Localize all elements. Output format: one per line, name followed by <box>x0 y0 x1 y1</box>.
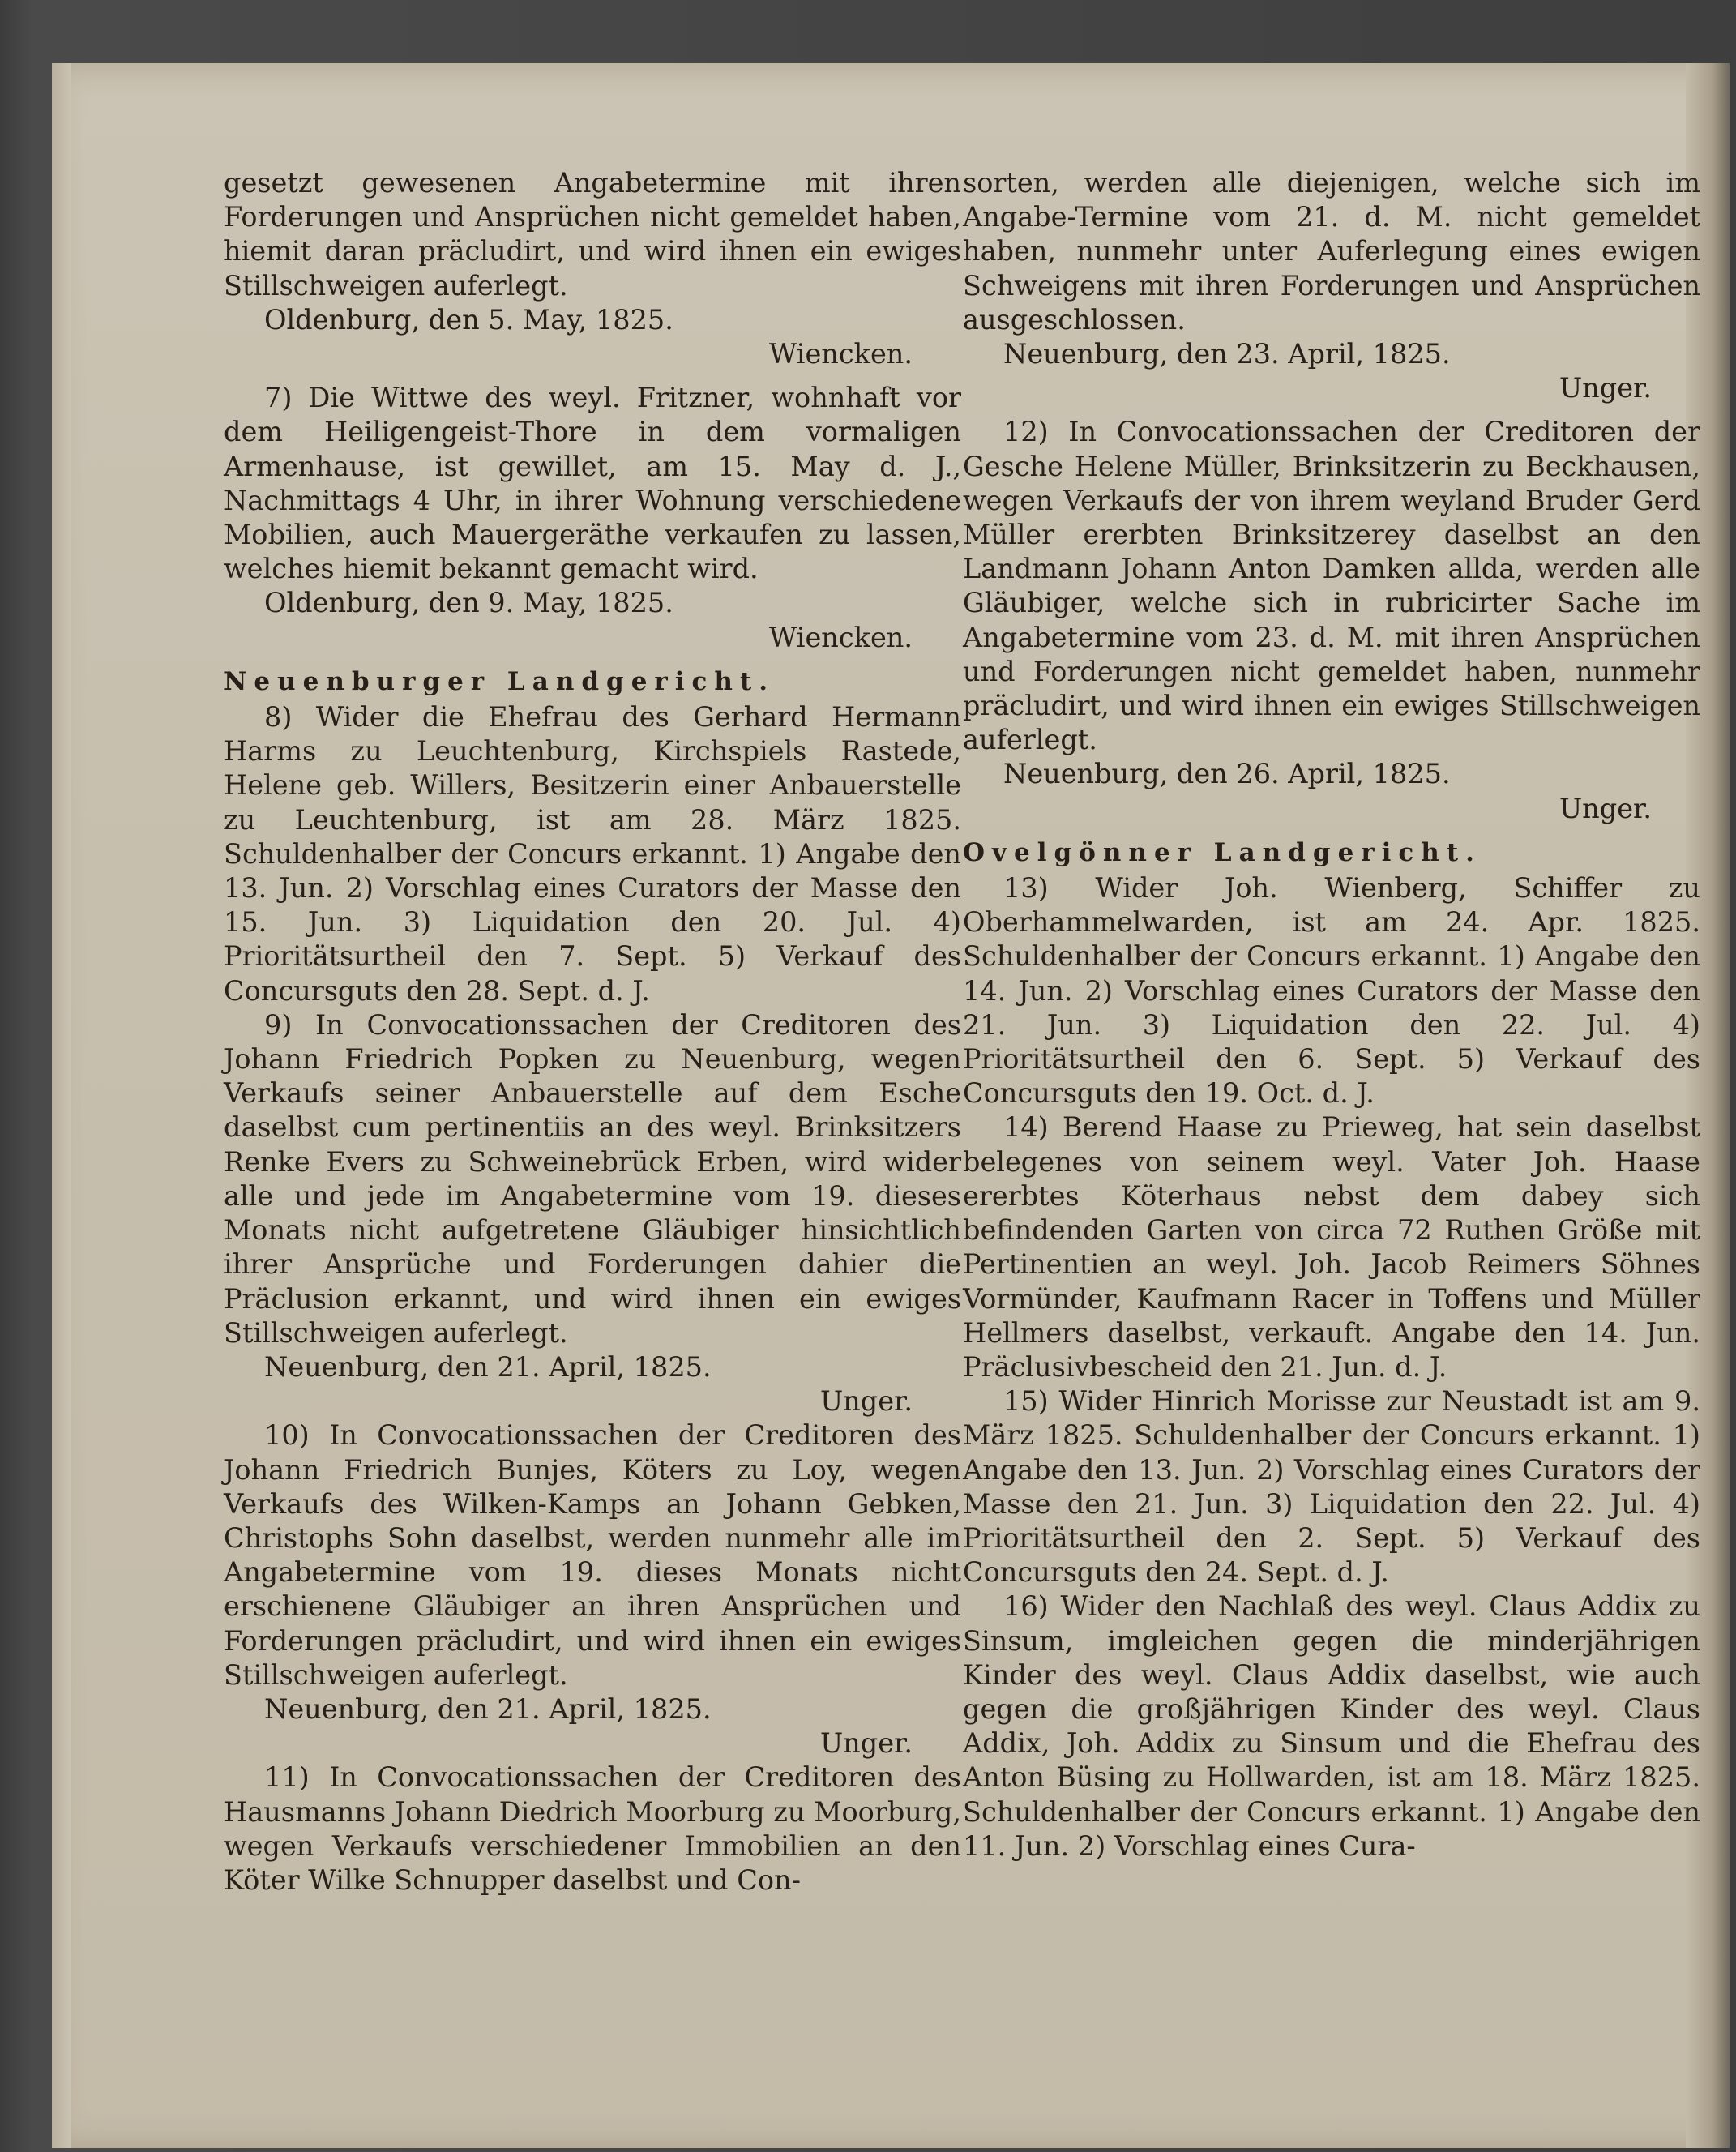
notice-11-place-date: Neuenburg, den 23. April, 1825. <box>1003 338 1451 370</box>
notice-7: 7) Die Wittwe des weyl. Fritzner, wohnhaft vor dem Heiligengeist-Thore in dem vormaligen Armenhause, ist gewillet, am 15. May d. J., Nachmittags 4 Uhr, in ihrer Wohnung verschiedene Mobilien, auch Mauergeräthe verkaufen zu lassen, welches hiemit bekannt gemacht wird. <box>224 382 961 585</box>
notice-11-signature: Unger. <box>1559 372 1652 404</box>
notice-15: 15) Wider Hinrich Morisse zur Neustadt ist am 9. März 1825. Schuldenhalber der Concurs erkannt. 1) Angabe den 13. Jun. 2) Vorschlag eines Curators der Masse den 21. Jun. 3) Liquidation den 22. Jul. 4) Prioritätsurtheil den 2. Sept. 5) Verkauf des Concursguts den 24. Sept. d. J. <box>963 1385 1700 1589</box>
notice-10: 10) In Convocationssachen der Creditoren des Johann Friedrich Bunjes, Köters zu Loy, wegen Verkaufs des Wilken-Kamps an Johann Gebken, Christophs Sohn daselbst, werden nunmehr alle im Angabetermine vom 19. dieses Monats nicht erschienene Gläubiger an ihren Ansprüchen und Forderungen präcludirt, und wird ihnen ein ewiges Stillschweigen auferlegt. <box>224 1419 961 1691</box>
notice-7-place-date: Oldenburg, den 9. May, 1825. <box>264 587 673 619</box>
notice-place-date: Oldenburg, den 5. May, 1825. <box>264 303 673 336</box>
notice-16: 16) Wider den Nachlaß des weyl. Claus Addix zu Sinsum, imgleichen gegen die minderjährigen Kinder des weyl. Claus Addix daselbst, wie auch gegen die großjährigen Kinder des weyl. Claus Addix, Joh. Addix zu Sinsum und die Ehefrau des Anton Büsing zu Hollwarden, ist am 18. März 1825. Schuldenhalber der Concurs erkannt. 1) Angabe den 11. Jun. 2) Vorschlag eines Cura- <box>963 1590 1700 1862</box>
left-column <box>224 166 961 1897</box>
notice-12: 12) In Convocationssachen der Creditoren der Gesche Helene Müller, Brinksitzerin zu Beckhausen, wegen Verkaufs der von ihrem weyland Bruder Gerd Müller ererbten Brinksitzerey daselbst an den Landmann Johann Anton Damken allda, werden alle Gläubiger, welche sich in rubricirter Sache im Angabetermine vom 23. d. M. mit ihren Ansprüchen und Forderungen nicht gemeldet haben, nunmehr präcludirt, und wird ihnen ein ewiges Stillschweigen auferlegt. <box>963 416 1700 756</box>
section-heading-ovelgoenne: Ovelgönner Landgericht. <box>963 837 1482 867</box>
right-column <box>963 166 1700 1863</box>
notice-9-place-date: Neuenburg, den 21. April, 1825. <box>264 1350 712 1383</box>
notice-11: 11) In Convocationssachen der Creditoren des Hausmanns Johann Diedrich Moorburg zu Moorburg, wegen Verkaufs verschiedener Immobilien an den Köter Wilke Schnupper daselbst und Con- <box>224 1761 961 1896</box>
notice-12-signature: Unger. <box>1559 792 1652 824</box>
notice-8: 8) Wider die Ehefrau des Gerhard Hermann Harms zu Leuchtenburg, Kirchspiels Rastede, Helene geb. Willers, Besitzerin einer Anbauerstelle zu Leuchtenburg, ist am 28. März 1825. Schuldenhalber der Concurs erkannt. 1) Angabe den 13. Jun. 2) Vorschlag eines Curators der Masse den 15. Jun. 3) Liquidation den 20. Jul. 4) Prioritätsurtheil den 7. Sept. 5) Verkauf des Concursguts den 28. Sept. d. J. <box>224 701 961 1007</box>
notice-signature: Wiencken. <box>768 338 913 370</box>
notice-continuation: gesetzt gewesenen Angabetermine mit ihren Forderungen und Ansprüchen nicht gemeldet haben, hiemit daran präcludirt, und wird ihnen ein ewiges Stillschweigen auferlegt. <box>224 167 961 302</box>
notice-10-place-date: Neuenburg, den 21. April, 1825. <box>264 1692 712 1725</box>
page-gutter <box>52 63 71 2148</box>
notice-7-signature: Wiencken. <box>768 621 913 653</box>
notice-10-signature: Unger. <box>819 1727 913 1760</box>
notice-12-place-date: Neuenburg, den 26. April, 1825. <box>1003 758 1451 790</box>
notice-11-continuation: sorten, werden alle diejenigen, welche sich im Angabe-Termine vom 21. d. M. nicht gemeldet haben, nunmehr unter Auferlegung eines ewigen Schweigens mit ihren Forderungen und Ansprüchen ausgeschlossen. <box>963 167 1700 336</box>
notice-13: 13) Wider Joh. Wienberg, Schiffer zu Oberhammelwarden, ist am 24. Apr. 1825. Schuldenhalber der Concurs erkannt. 1) Angabe den 14. Jun. 2) Vorschlag eines Curators der Masse den 21. Jun. 3) Liquidation den 22. Jul. 4) Prioritätsurtheil den 6. Sept. 5) Verkauf des Concursguts den 19. Oct. d. J. <box>963 872 1700 1110</box>
notice-14: 14) Berend Haase zu Prieweg, hat sein daselbst belegenes von seinem weyl. Vater Joh. Haase ererbtes Köterhaus nebst dem dabey sich befindenden Garten von circa 72 Ruthen Größe mit Pertinentien an weyl. Joh. Jacob Reimers Söhnes Vormünder, Kaufmann Racer in Toffens und Müller Hellmers daselbst, verkauft. Angabe den 14. Jun. Präclusivbescheid den 21. Jun. d. J. <box>963 1111 1700 1383</box>
notice-9-signature: Unger. <box>819 1385 913 1418</box>
notice-9: 9) In Convocationssachen der Creditoren des Johann Friedrich Popken zu Neuenburg, wegen Verkaufs seiner Anbauerstelle auf dem Esche daselbst cum pertinentiis an des weyl. Brinksitzers Renke Evers zu Schweinebrück Erben, wird wider alle und jede im Angabetermine vom 19. dieses Monats nicht aufgetretene Gläubiger hinsichtlich ihrer Ansprüche und Forderungen dahier die Präclusion erkannt, und wird ihnen ein ewiges Stillschweigen auferlegt. <box>224 1008 961 1349</box>
section-heading-neuenburg: Neuenburger Landgericht. <box>224 666 776 696</box>
